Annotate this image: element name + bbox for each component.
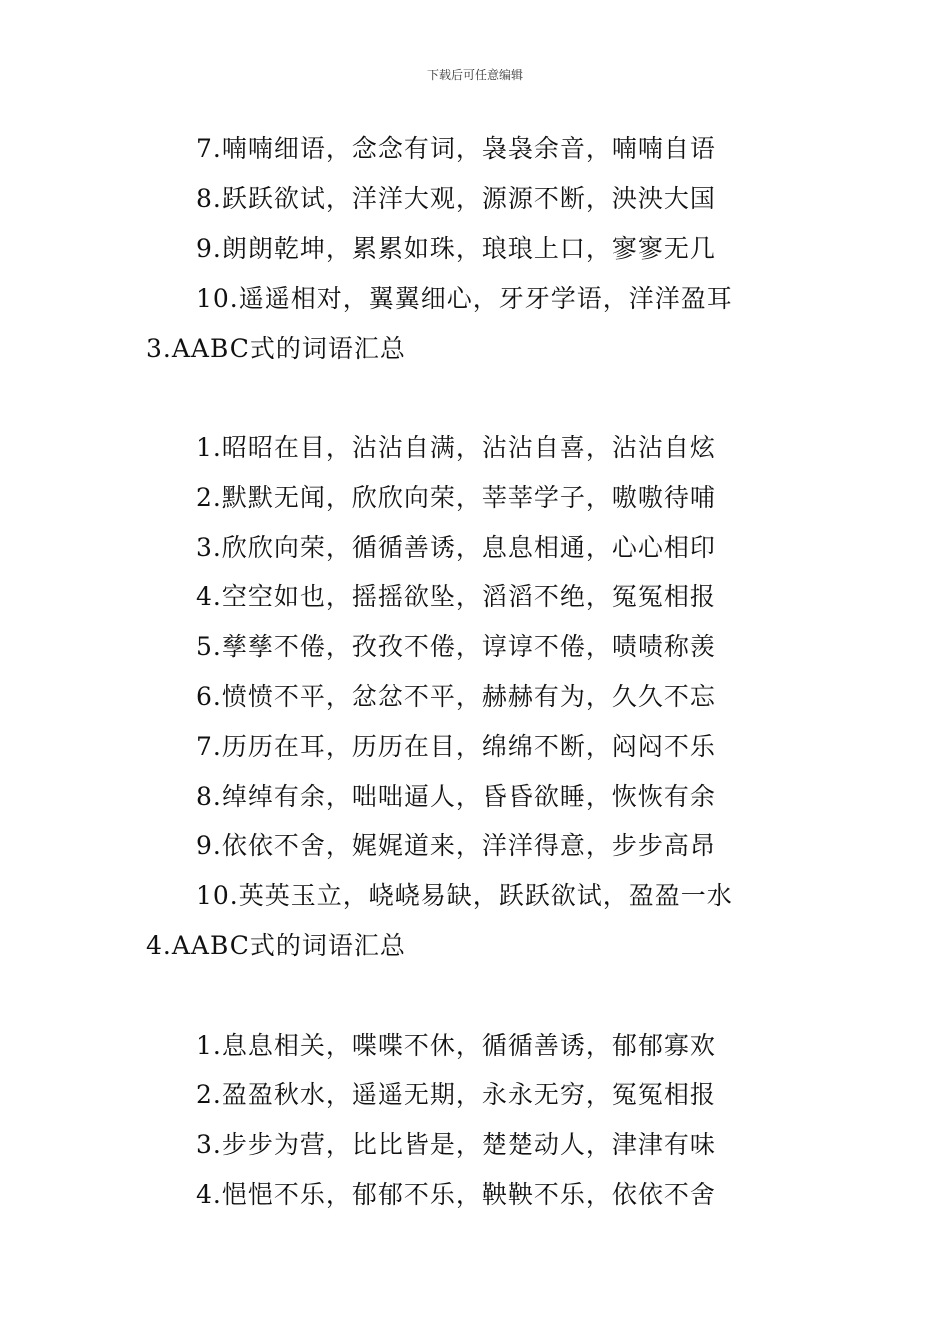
list-item: 7.喃喃细语，念念有词，袅袅余音，喃喃自语 — [196, 134, 716, 163]
list-item: 10.遥遥相对，翼翼细心，牙牙学语，洋洋盈耳 — [196, 284, 733, 313]
page-header: 下载后可任意编辑 — [426, 68, 523, 82]
list-item: 2.盈盈秋水，遥遥无期，永永无穷，冤冤相报 — [196, 1080, 716, 1109]
list-item: 10.英英玉立，峣峣易缺，跃跃欲试，盈盈一水 — [196, 881, 733, 910]
list-item: 8.跃跃欲试，洋洋大观，源源不断，泱泱大国 — [196, 184, 716, 213]
list-item: 9.朗朗乾坤，累累如珠，琅琅上口，寥寥无几 — [196, 234, 716, 263]
section-heading-4: 4.AABC式的词语汇总 — [146, 931, 406, 960]
list-item: 5.孳孳不倦，孜孜不倦，谆谆不倦，啧啧称羡 — [196, 632, 716, 661]
list-item: 1.昭昭在目，沾沾自满，沾沾自喜，沾沾自炫 — [196, 433, 716, 462]
list-item: 1.息息相关，喋喋不休，循循善诱，郁郁寡欢 — [196, 1031, 716, 1060]
section-heading-3: 3.AABC式的词语汇总 — [146, 334, 406, 363]
list-item: 7.历历在耳，历历在目，绵绵不断，闷闷不乐 — [196, 732, 716, 761]
list-item: 4.悒悒不乐，郁郁不乐，鞅鞅不乐，依依不舍 — [196, 1180, 716, 1209]
list-item: 2.默默无闻，欣欣向荣，莘莘学子，嗷嗷待哺 — [196, 483, 716, 512]
list-item: 6.愤愤不平，忿忿不平，赫赫有为，久久不忘 — [196, 682, 716, 711]
list-item: 3.步步为营，比比皆是，楚楚动人，津津有味 — [196, 1130, 716, 1159]
list-item: 9.依依不舍，娓娓道来，洋洋得意，步步高昂 — [196, 831, 716, 860]
list-item: 4.空空如也，摇摇欲坠，滔滔不绝，冤冤相报 — [196, 582, 716, 611]
list-item: 3.欣欣向荣，循循善诱，息息相通，心心相印 — [196, 533, 716, 562]
list-item: 8.绰绰有余，咄咄逼人，昏昏欲睡，恢恢有余 — [196, 782, 716, 811]
